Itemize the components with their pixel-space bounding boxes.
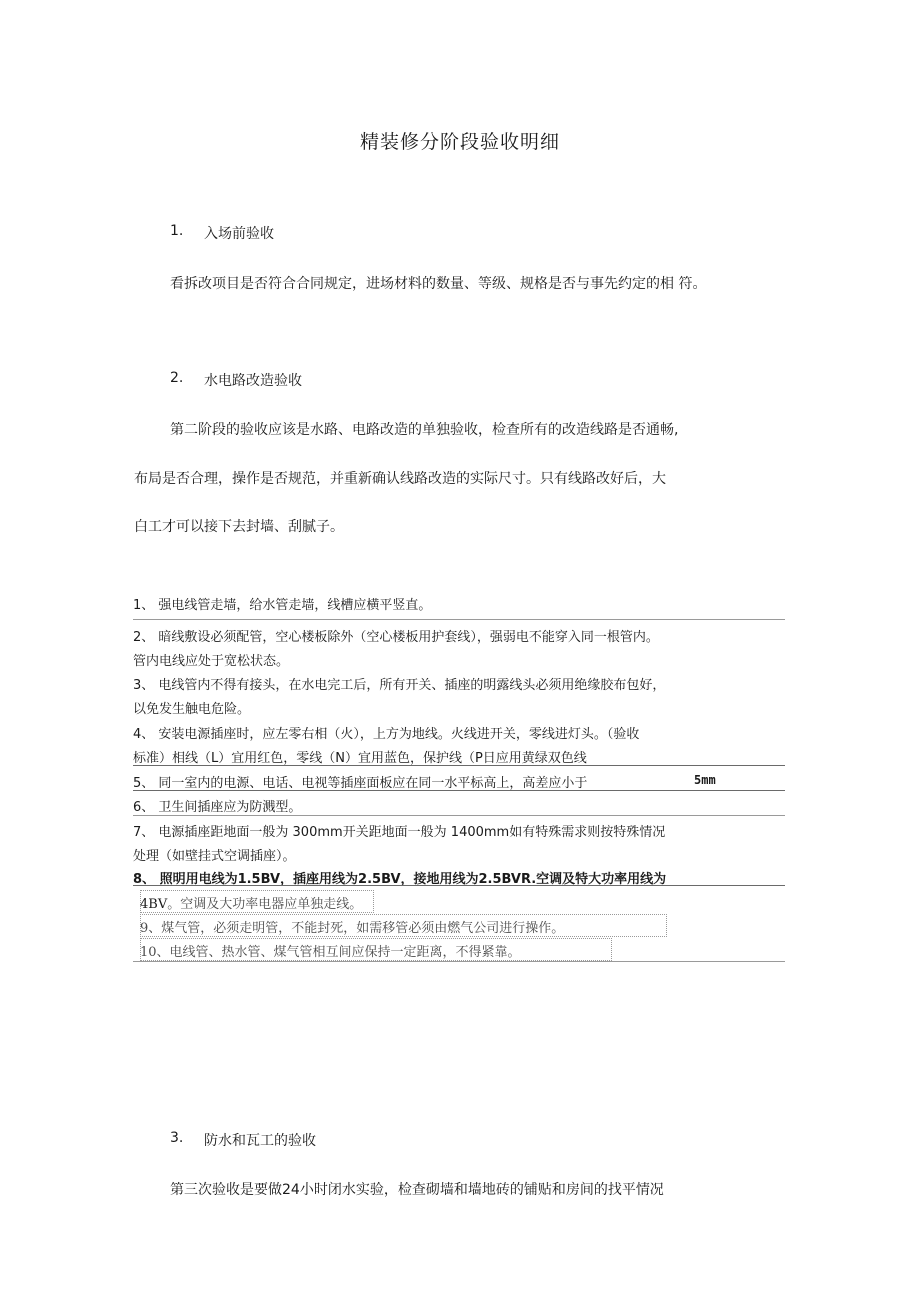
list-item-2-line-1: 2、 暗线敷设必须配管，空心楼板除外（空心楼板用护套线），强弱电不能穿入同一根管内。 <box>133 630 659 645</box>
divider <box>133 885 785 886</box>
list-item-3-line-2: 以免发生触电危险。 <box>133 702 251 717</box>
section-2-heading: 水电路改造验收 <box>204 373 302 389</box>
section-1-number: 1. <box>170 223 184 239</box>
section-1-paragraph: 看拆改项目是否符合合同规定，进场材料的数量、等级、规格是否与事先约定的相 符。 <box>170 276 707 292</box>
list-item-5: 5、 同一室内的电源、电话、电视等插座面板应在同一水平标高上，高差应小于 <box>133 776 588 791</box>
section-1-heading: 入场前验收 <box>204 226 274 242</box>
divider <box>133 961 785 962</box>
section-2-number: 2. <box>170 370 184 386</box>
list-item-7-line-2: 处理（如壁挂式空调插座）。 <box>133 849 296 864</box>
section-2-paragraph-line-2: 布局是否合理，操作是否规范，并重新确认线路改造的实际尺寸。只有线路改好后，大 <box>134 471 666 487</box>
list-item-7-line-1: 7、 电源插座距地面一般为 300mm开关距地面一般为 1400mm如有特殊需求则按特殊情况 <box>133 825 666 840</box>
divider <box>133 790 785 791</box>
list-item-8-line-2 <box>140 893 362 912</box>
divider <box>133 765 785 766</box>
list-item-10: 10、电线管、热水管、煤气管相互间应保持一定距离，不得紧靠。 <box>140 945 521 960</box>
divider <box>133 815 785 816</box>
list-item-3-line-1: 3、 电线管内不得有接头，在水电完工后，所有开关、插座的明露线头必须用绝缘胶布包好， <box>133 678 666 693</box>
list-item-1: 1、 强电线管走墙，给水管走墙，线槽应横平竖直。 <box>133 598 432 613</box>
list-item-8-line-1: 8、 照明用电线为1.5BV，插座用线为2.5BV，接地用线为2.5BVR.空调及特大功率用线为 <box>133 872 667 887</box>
divider <box>133 619 785 620</box>
section-3-number: 3. <box>170 1130 184 1146</box>
list-item-2-line-2: 管内电线应处于宽松状态。 <box>133 654 290 669</box>
page-title: 精装修分阶段验收明细 <box>359 131 560 153</box>
list-item-8-line-2-prefix: 4BV <box>140 897 168 912</box>
section-3-heading: 防水和瓦工的验收 <box>204 1133 316 1149</box>
list-item-8-line-2-text: 。空调及大功率电器应单独走线。 <box>167 897 363 912</box>
list-item-4-line-2: 标准）相线（L）宜用红色，零线（N）宜用蓝色，保护线（P日应用黄绿双色线 <box>133 751 587 766</box>
section-2-paragraph-line-1: 第二阶段的验收应该是水路、电路改造的单独验收，检查所有的改造线路是否通畅, <box>170 422 679 438</box>
list-item-6: 6、 卫生间插座应为防溅型。 <box>133 800 302 815</box>
section-2-paragraph-line-3: 白工才可以接下去封墙、刮腻子。 <box>134 519 344 535</box>
section-3-paragraph: 第三次验收是要做24小时闭水实验，检查砌墙和墙地砖的铺贴和房间的找平情况 <box>170 1182 664 1198</box>
list-item-4-line-1: 4、 安装电源插座时，应左零右相（火），上方为地线。火线进开关，零线进灯头。（验收 <box>133 727 640 742</box>
list-item-9: 9、煤气管，必须走明管，不能封死，如需移管必须由燃气公司进行操作。 <box>140 921 565 936</box>
list-item-5-value: 5mm <box>694 773 716 787</box>
